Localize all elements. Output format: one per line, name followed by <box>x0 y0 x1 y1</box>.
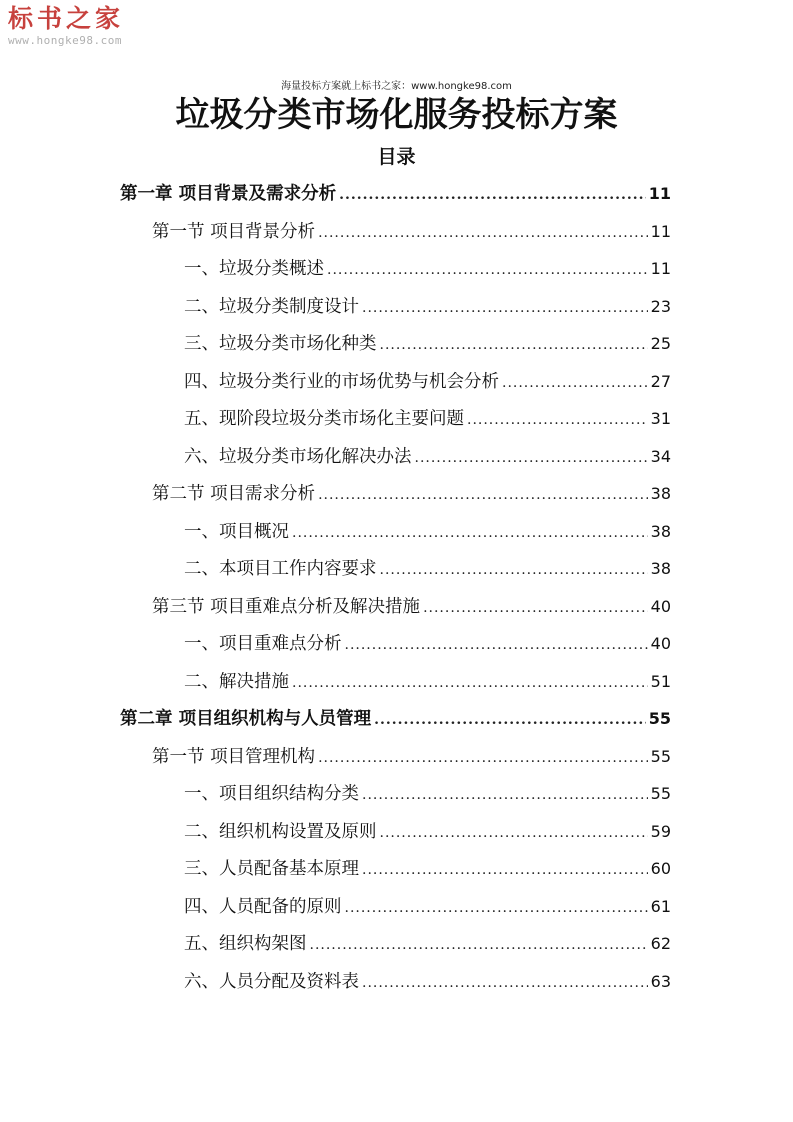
toc-entry[interactable] <box>184 629 671 659</box>
toc-entry[interactable] <box>184 892 671 922</box>
site-logo <box>8 4 168 47</box>
toc-entry-page: 63 <box>650 971 671 991</box>
toc-entry[interactable] <box>152 479 671 509</box>
toc-entry-title: 第二章 项目组织机构与人员管理 <box>120 709 372 729</box>
toc-dot-leader <box>467 405 648 435</box>
toc-entry-page: 25 <box>650 334 671 353</box>
toc-dot-leader <box>502 368 648 398</box>
toc-entry-title: 四、人员配备的原则 <box>184 896 342 917</box>
toc-entry[interactable] <box>184 929 671 959</box>
toc-entry[interactable] <box>184 329 671 359</box>
toc-entry-page: 61 <box>650 896 671 916</box>
toc-entry-title: 二、垃圾分类制度设计 <box>184 296 359 317</box>
toc-entry[interactable] <box>184 554 671 584</box>
logo-url: www.hongke98.com <box>8 34 122 47</box>
toc-dot-leader <box>327 255 648 285</box>
toc-dot-leader <box>345 893 648 923</box>
toc-entry-page: 55 <box>650 784 671 803</box>
toc-entry-page: 27 <box>650 371 671 391</box>
toc-entry-title: 五、现阶段垃圾分类市场化主要问题 <box>184 409 464 429</box>
toc-entry-page: 40 <box>650 634 671 653</box>
toc-entry-title: 第三节 项目重难点分析及解决措施 <box>152 596 421 617</box>
toc-dot-leader <box>339 180 646 210</box>
toc-entry-page: 40 <box>650 596 671 616</box>
toc-dot-leader <box>292 668 648 698</box>
toc-entry-title: 五、组织构架图 <box>184 934 307 954</box>
toc-entry-page: 23 <box>650 296 671 316</box>
toc-dot-leader <box>318 743 648 773</box>
toc-entry-title: 三、人员配备基本原理 <box>184 859 359 879</box>
toc-dot-leader <box>292 518 648 548</box>
toc-entry[interactable] <box>184 442 671 472</box>
toc-entry-title: 第一节 项目背景分析 <box>152 221 316 242</box>
toc-entry[interactable] <box>184 967 671 997</box>
toc-entry[interactable] <box>184 517 671 547</box>
toc-entry-page: 11 <box>648 184 671 203</box>
toc-entry[interactable] <box>184 292 671 322</box>
toc-entry[interactable] <box>184 817 671 847</box>
toc-dot-leader <box>423 593 648 623</box>
toc-dot-leader <box>362 293 648 323</box>
toc-entry-page: 38 <box>650 521 671 541</box>
toc-dot-leader <box>318 218 648 248</box>
toc-dot-leader <box>362 968 648 998</box>
toc-entry-page: 38 <box>650 484 671 503</box>
toc-entry-title: 一、垃圾分类概述 <box>184 259 324 279</box>
toc-entry-page: 62 <box>650 934 671 953</box>
toc-entry-page: 11 <box>650 259 671 278</box>
toc-dot-leader <box>380 330 648 360</box>
toc-entry-page: 59 <box>650 821 671 841</box>
toc-entry-title: 三、垃圾分类市场化种类 <box>184 334 377 354</box>
header-note: 海量投标方案就上标书之家：www.hongke98.com <box>281 81 512 92</box>
toc-entry-page: 55 <box>650 746 671 766</box>
toc-dot-leader <box>362 855 648 885</box>
toc-dot-leader <box>310 930 648 960</box>
toc-entry-title: 二、本项目工作内容要求 <box>184 559 377 579</box>
toc-entry-title: 一、项目组织结构分类 <box>184 784 359 804</box>
toc-dot-leader <box>345 630 648 660</box>
logo-name: 标书之家 <box>8 4 125 33</box>
toc-entry-page: 34 <box>650 446 671 466</box>
toc-entry[interactable] <box>152 217 671 247</box>
toc-entry-page: 55 <box>648 709 671 728</box>
toc-entry-title: 一、项目概况 <box>184 521 289 542</box>
toc-heading: 目录 <box>377 146 416 168</box>
toc-entry-title: 第一节 项目管理机构 <box>152 746 316 767</box>
toc-dot-leader <box>318 480 648 510</box>
toc-entry-page: 38 <box>650 559 671 578</box>
toc-entry-title: 二、解决措施 <box>184 671 289 692</box>
toc-entry-title: 第一章 项目背景及需求分析 <box>120 184 337 204</box>
toc-entry[interactable] <box>152 742 671 772</box>
toc-entry[interactable] <box>120 179 671 209</box>
toc-dot-leader <box>415 443 648 473</box>
toc-entry-title: 四、垃圾分类行业的市场优势与机会分析 <box>184 371 499 392</box>
toc-dot-leader <box>380 818 648 848</box>
toc-entry[interactable] <box>120 704 671 734</box>
toc-entry-title: 一、项目重难点分析 <box>184 634 342 654</box>
toc-entry-title: 六、人员分配及资料表 <box>184 971 359 992</box>
toc-entry[interactable] <box>184 404 671 434</box>
toc-entry[interactable] <box>184 254 671 284</box>
toc-entry[interactable] <box>184 854 671 884</box>
toc-entry-page: 11 <box>650 221 671 241</box>
toc-dot-leader <box>362 780 648 810</box>
toc-entry-page: 60 <box>650 859 671 878</box>
toc-entry[interactable] <box>152 592 671 622</box>
toc-entry-title: 六、垃圾分类市场化解决办法 <box>184 446 412 467</box>
toc-entry-page: 51 <box>650 671 671 691</box>
toc-dot-leader <box>380 555 648 585</box>
toc-entry-title: 第二节 项目需求分析 <box>152 484 316 504</box>
toc-entry[interactable] <box>184 367 671 397</box>
toc-entry-title: 二、组织机构设置及原则 <box>184 821 377 842</box>
toc-entry-page: 31 <box>650 409 671 428</box>
toc-entry[interactable] <box>184 779 671 809</box>
document-title: 垃圾分类市场化服务投标方案 <box>175 95 618 135</box>
toc-dot-leader <box>374 705 646 735</box>
toc-entry[interactable] <box>184 667 671 697</box>
